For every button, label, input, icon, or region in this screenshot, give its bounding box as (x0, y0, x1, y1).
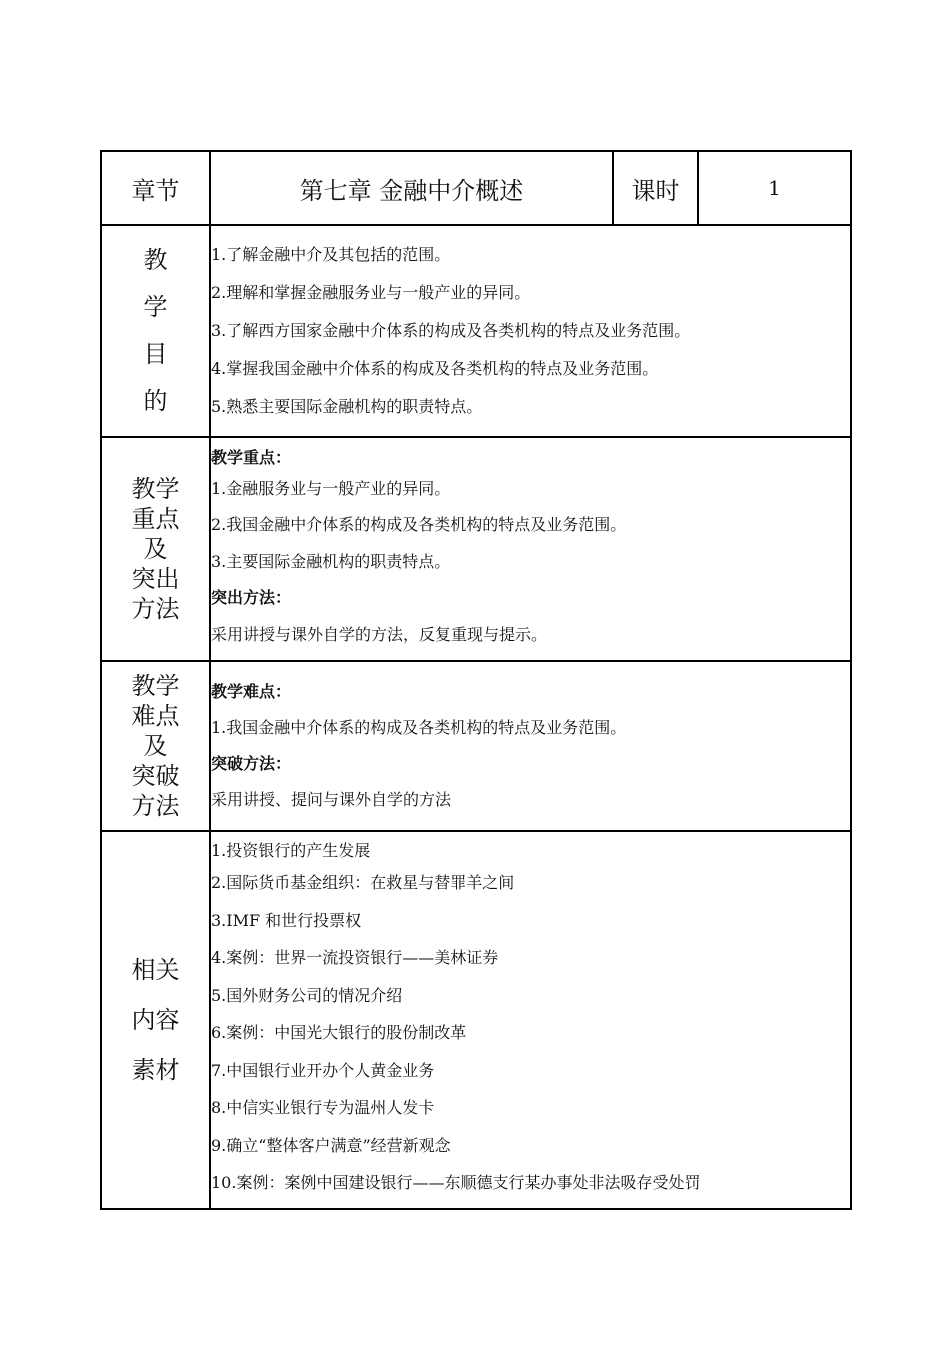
difficulties-label-line: 难点 (131, 702, 180, 730)
material-item: 4.案例：世界一流投资银行——美林证券 (211, 948, 499, 968)
objective-item: 5.熟悉主要国际金融机构的职责特点。 (211, 397, 483, 416)
material-item: 7.中国银行业开办个人黄金业务 (211, 1060, 435, 1080)
difficulties-label-line: 教学 (131, 672, 180, 700)
highlight-method-heading: 突出方法： (211, 588, 292, 608)
difficulties-row (101, 661, 851, 831)
key-points-heading: 教学重点： (211, 447, 292, 467)
key-points-label-line: 突出 (131, 565, 180, 593)
key-point-item: 2.我国金融中介体系的构成及各类机构的特点及业务范围。 (211, 515, 627, 535)
difficulties-label-line: 方法 (131, 792, 180, 820)
key-points-label-cell (101, 437, 210, 661)
key-points-label-line: 重点 (131, 505, 180, 533)
objectives-label-char: 学 (143, 293, 168, 321)
difficulties-label-line: 及 (143, 732, 168, 760)
difficulties-label-cell (101, 661, 210, 831)
difficulties-heading: 教学难点： (211, 682, 292, 701)
objective-item: 1.了解金融中介及其包括的范围。 (211, 245, 451, 264)
objectives-row (101, 225, 851, 437)
objective-item: 3.了解西方国家金融中介体系的构成及各类机构的特点及业务范围。 (211, 321, 691, 340)
highlight-method-text: 采用讲授与课外自学的方法，反复重现与提示。 (211, 624, 548, 644)
hours-value: 1 (698, 151, 851, 225)
objectives-label-char: 的 (143, 387, 168, 415)
breakthrough-method-text: 采用讲授、提问与课外自学的方法 (211, 790, 452, 809)
chapter-title: 第七章 金融中介概述 (210, 151, 613, 225)
objective-item: 4.掌握我国金融中介体系的构成及各类机构的特点及业务范围。 (211, 359, 659, 378)
objectives-content (210, 225, 851, 437)
material-item: 10.案例：案例中国建设银行——东顺德支行某办事处非法吸存受处罚 (211, 1173, 701, 1193)
objectives-label-char: 目 (143, 340, 168, 368)
materials-label-line: 内容 (131, 1006, 180, 1034)
objective-item: 2.理解和掌握金融服务业与一般产业的异同。 (211, 283, 531, 302)
materials-content (210, 831, 851, 1209)
key-points-label-line: 教学 (131, 475, 180, 503)
key-points-label-line: 方法 (131, 595, 180, 623)
materials-label-cell (101, 831, 210, 1209)
hours-label: 课时 (613, 151, 698, 225)
materials-row (101, 831, 851, 1209)
objectives-label-char: 教 (143, 246, 168, 274)
objectives-label-cell (101, 225, 210, 437)
key-points-content (210, 437, 851, 661)
materials-label-line: 素材 (131, 1056, 180, 1084)
material-item: 9.确立“整体客户满意”经营新观念 (211, 1135, 451, 1155)
breakthrough-method-heading: 突破方法： (211, 754, 292, 773)
key-point-item: 1.金融服务业与一般产业的异同。 (211, 478, 451, 498)
chapter-label: 章节 (101, 151, 210, 225)
key-points-label-line: 及 (143, 535, 168, 563)
header-row (101, 151, 851, 225)
lesson-plan-table (100, 150, 852, 1210)
material-item: 8.中信实业银行专为温州人发卡 (211, 1098, 435, 1118)
difficulties-content (210, 661, 851, 831)
material-item: 1.投资银行的产生发展 (211, 841, 371, 861)
material-item: 5.国外财务公司的情况介绍 (211, 985, 403, 1005)
material-item: 3.IMF 和世行投票权 (211, 910, 362, 930)
materials-label-line: 相关 (131, 956, 180, 984)
key-points-row (101, 437, 851, 661)
difficulty-item: 1.我国金融中介体系的构成及各类机构的特点及业务范围。 (211, 718, 627, 737)
difficulties-label-line: 突破 (131, 762, 180, 790)
material-item: 6.案例：中国光大银行的股份制改革 (211, 1023, 467, 1043)
key-point-item: 3.主要国际金融机构的职责特点。 (211, 551, 451, 571)
material-item: 2.国际货币基金组织：在救星与替罪羊之间 (211, 873, 515, 893)
